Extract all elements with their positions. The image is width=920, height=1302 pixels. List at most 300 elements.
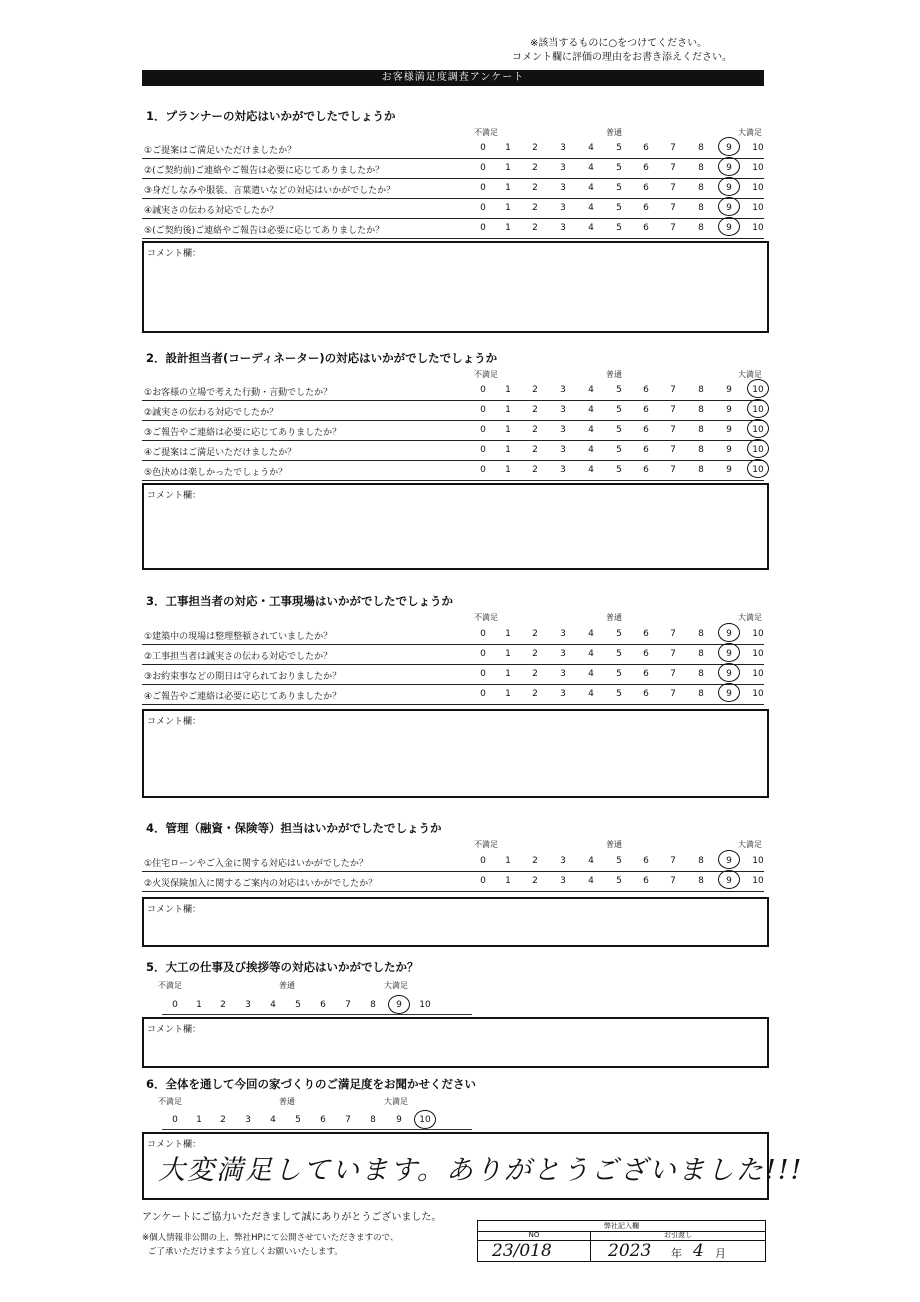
question-text: ①お客様の立場で考えた行動・言動でしたか？	[144, 388, 333, 398]
scale-option-2[interactable]: 2	[532, 876, 538, 886]
scale-option-6[interactable]: 6	[643, 405, 649, 415]
comment-label: コメント欄：	[147, 249, 202, 259]
scale-option-8[interactable]: 8	[698, 143, 704, 153]
scale-option-3[interactable]: 3	[560, 856, 566, 866]
selected-circle	[718, 157, 740, 176]
scale-option-7[interactable]: 7	[670, 385, 676, 395]
section-2-title: 2．設計担当者(コーディネーター)の対応はいかがでしたでしょうか	[146, 351, 498, 365]
comment-label: コメント欄：	[147, 1140, 202, 1150]
handover-label: お引渡し	[591, 1231, 765, 1241]
question-row	[142, 644, 764, 665]
scale-option-7[interactable]: 7	[670, 629, 676, 639]
scale-option-6[interactable]: 6	[643, 856, 649, 866]
scale-option-10[interactable]: 10	[752, 445, 764, 455]
scale-option-7[interactable]: 7	[670, 203, 676, 213]
question-row	[142, 851, 764, 872]
comment-label: コメント欄：	[147, 905, 202, 915]
scale-option-10[interactable]: 10	[752, 385, 764, 395]
question-text: ②工事担当者は誠実さの伝わる対応でしたか？	[144, 652, 333, 662]
section-6-comment-box[interactable]	[142, 1132, 804, 1200]
scale-option-5[interactable]: 5	[616, 445, 622, 455]
scale-option-3[interactable]: 3	[560, 425, 566, 435]
scale-underline	[162, 1129, 472, 1130]
scale-option-4[interactable]: 4	[588, 649, 594, 659]
scale-option-7[interactable]: 7	[670, 405, 676, 415]
scale-option-1[interactable]: 1	[505, 629, 511, 639]
scale-option-10[interactable]: 10	[752, 689, 764, 699]
scale-option-8[interactable]: 8	[370, 1115, 376, 1125]
scale-option-9[interactable]: 9	[726, 143, 732, 153]
scale-option-8[interactable]: 8	[370, 1000, 376, 1010]
office-use-header: 弊社記入欄	[478, 1221, 765, 1232]
scale-option-2[interactable]: 2	[532, 669, 538, 679]
scale-option-10[interactable]: 10	[752, 876, 764, 886]
scale-option-10[interactable]: 10	[752, 425, 764, 435]
scale-option-0[interactable]: 0	[172, 1000, 178, 1010]
scale-option-9[interactable]: 9	[726, 385, 732, 395]
question-row	[142, 664, 764, 685]
scale-option-7[interactable]: 7	[670, 223, 676, 233]
scale-low-label: 不満足	[158, 1097, 182, 1106]
scale-high-label: 大満足	[384, 981, 408, 990]
scale-option-2[interactable]: 2	[532, 445, 538, 455]
scale-option-4[interactable]: 4	[270, 1000, 276, 1010]
scale-high-label: 大満足	[738, 840, 762, 849]
scale-option-8[interactable]: 8	[698, 405, 704, 415]
scale-option-2[interactable]: 2	[532, 425, 538, 435]
scale-option-7[interactable]: 7	[670, 445, 676, 455]
scale-option-3[interactable]: 3	[560, 669, 566, 679]
scale-option-0[interactable]: 0	[480, 183, 486, 193]
scale-high-label: 大満足	[738, 613, 762, 622]
scale-low-label: 不満足	[158, 981, 182, 990]
scale-option-7[interactable]: 7	[670, 669, 676, 679]
scale-option-6[interactable]: 6	[643, 876, 649, 886]
section-5-comment-box[interactable]	[142, 1017, 769, 1068]
scale-option-8[interactable]: 8	[698, 163, 704, 173]
scale-option-0[interactable]: 0	[480, 629, 486, 639]
scale-option-3[interactable]: 3	[560, 385, 566, 395]
scale-option-6[interactable]: 6	[643, 425, 649, 435]
scale-option-4[interactable]: 4	[588, 385, 594, 395]
scale-option-1[interactable]: 1	[505, 856, 511, 866]
scale-option-4[interactable]: 4	[588, 405, 594, 415]
scale-option-6[interactable]: 6	[643, 445, 649, 455]
scale-option-4[interactable]: 4	[588, 445, 594, 455]
scale-mid-label: 普通	[279, 1097, 295, 1106]
scale-option-5[interactable]: 5	[616, 143, 622, 153]
question-text: ②誠実さの伝わる対応でしたか？	[144, 408, 279, 418]
scale-option-0[interactable]: 0	[480, 203, 486, 213]
scale-option-5[interactable]: 5	[616, 405, 622, 415]
scale-option-6[interactable]: 6	[643, 465, 649, 475]
question-text: ①ご提案はご満足いただけましたか？	[144, 146, 297, 156]
scale-mid-label: 普通	[279, 981, 295, 990]
scale-option-9[interactable]: 9	[726, 876, 732, 886]
scale-option-10[interactable]: 10	[752, 183, 764, 193]
scale-option-9[interactable]: 9	[726, 163, 732, 173]
scale-option-4[interactable]: 4	[588, 669, 594, 679]
scale-high-label: 大満足	[384, 1097, 408, 1106]
scale-option-0[interactable]: 0	[480, 876, 486, 886]
scale-option-4[interactable]: 4	[588, 143, 594, 153]
scale-option-6[interactable]: 6	[320, 1000, 326, 1010]
comment-label: コメント欄：	[147, 717, 202, 727]
scale-option-6[interactable]: 6	[643, 203, 649, 213]
scale-option-1[interactable]: 1	[505, 203, 511, 213]
scale-option-5[interactable]: 5	[616, 385, 622, 395]
scale-option-8[interactable]: 8	[698, 876, 704, 886]
instruction-comment: コメント欄に評価の理由をお書き添えください。	[512, 52, 732, 63]
scale-option-2[interactable]: 2	[532, 163, 538, 173]
scale-option-1[interactable]: 1	[196, 1115, 202, 1125]
scale-option-7[interactable]: 7	[670, 856, 676, 866]
scale-option-2[interactable]: 2	[532, 465, 538, 475]
scale-option-0[interactable]: 0	[480, 425, 486, 435]
scale-option-7[interactable]: 7	[670, 876, 676, 886]
comment-label: コメント欄：	[147, 491, 202, 501]
survey-title: お客様満足度調査アンケート	[142, 70, 764, 86]
section-4-comment-box[interactable]	[142, 897, 769, 947]
scale-underline	[162, 1014, 472, 1015]
instruction-circle: ※該当するものに○をつけてください。	[530, 38, 708, 49]
scale-option-5[interactable]: 5	[616, 856, 622, 866]
scale-option-0[interactable]: 0	[480, 465, 486, 475]
scale-option-7[interactable]: 7	[670, 183, 676, 193]
section-6-title: 6．全体を通して今回の家づくりのご満足度をお聞かせください	[146, 1077, 476, 1091]
scale-option-0[interactable]: 0	[480, 223, 486, 233]
scale-option-2[interactable]: 2	[532, 856, 538, 866]
scale-option-3[interactable]: 3	[560, 629, 566, 639]
scale-mid-label: 普通	[606, 128, 622, 137]
selected-circle	[718, 217, 740, 236]
scale-option-2[interactable]: 2	[532, 143, 538, 153]
question-row	[142, 400, 764, 421]
scale-option-3[interactable]: 3	[560, 223, 566, 233]
scale-option-10[interactable]: 10	[752, 649, 764, 659]
question-text: ③お約束事などの期日は守られておりましたか？	[144, 672, 342, 682]
scale-option-2[interactable]: 2	[532, 405, 538, 415]
scale-option-4[interactable]: 4	[588, 425, 594, 435]
scale-option-6[interactable]: 6	[643, 223, 649, 233]
question-text: ①建築中の現場は整理整頓されていましたか？	[144, 632, 333, 642]
scale-mid-label: 普通	[606, 613, 622, 622]
scale-option-5[interactable]: 5	[616, 203, 622, 213]
scale-high-label: 大満足	[738, 128, 762, 137]
scale-option-2[interactable]: 2	[220, 1000, 226, 1010]
scale-option-5[interactable]: 5	[616, 223, 622, 233]
selected-circle	[718, 850, 740, 869]
selected-circle	[718, 623, 740, 642]
question-text: ④誠実さの伝わる対応でしたか？	[144, 206, 279, 216]
scale-option-8[interactable]: 8	[698, 689, 704, 699]
scale-option-8[interactable]: 8	[698, 385, 704, 395]
scale-mid-label: 普通	[606, 840, 622, 849]
scale-option-0[interactable]: 0	[480, 143, 486, 153]
question-row	[142, 440, 764, 461]
question-row	[142, 158, 764, 179]
question-row	[142, 460, 764, 481]
scale-option-5[interactable]: 5	[616, 649, 622, 659]
scale-option-4[interactable]: 4	[588, 689, 594, 699]
scale-option-8[interactable]: 8	[698, 183, 704, 193]
scale-option-0[interactable]: 0	[480, 856, 486, 866]
selected-circle	[718, 137, 740, 156]
scale-option-4[interactable]: 4	[588, 203, 594, 213]
question-text: ④ご報告やご連絡は必要に応じてありましたか？	[144, 692, 342, 702]
scale-option-8[interactable]: 8	[698, 465, 704, 475]
section-1-title: 1．プランナーの対応はいかがでしたでしょうか	[146, 109, 396, 123]
question-row	[142, 178, 764, 199]
scale-option-5[interactable]: 5	[616, 183, 622, 193]
scale-low-label: 不満足	[474, 613, 498, 622]
scale-option-6[interactable]: 6	[643, 629, 649, 639]
question-text: ①住宅ローンやご入金に関する対応はいかがでしたか？	[144, 859, 368, 869]
scale-option-1[interactable]: 1	[505, 405, 511, 415]
scale-option-4[interactable]: 4	[588, 876, 594, 886]
question-row	[142, 380, 764, 401]
scale-option-2[interactable]: 2	[532, 689, 538, 699]
scale-option-8[interactable]: 8	[698, 629, 704, 639]
section-5-title: 5．大工の仕事及び挨拶等の対応はいかがでしたか？	[146, 960, 419, 974]
scale-option-7[interactable]: 7	[345, 1000, 351, 1010]
scale-low-label: 不満足	[474, 840, 498, 849]
scale-option-8[interactable]: 8	[698, 669, 704, 679]
scale-option-7[interactable]: 7	[345, 1115, 351, 1125]
section-2-comment-box[interactable]	[142, 483, 769, 570]
scale-option-0[interactable]: 0	[480, 669, 486, 679]
scale-option-2[interactable]: 2	[532, 183, 538, 193]
scale-option-6[interactable]: 6	[643, 143, 649, 153]
scale-option-10[interactable]: 10	[752, 163, 764, 173]
scale-option-1[interactable]: 1	[505, 223, 511, 233]
scale-option-10[interactable]: 10	[419, 1115, 431, 1125]
scale-high-label: 大満足	[738, 370, 762, 379]
scale-option-10[interactable]: 10	[752, 405, 764, 415]
rating-scale	[0, 998, 920, 1018]
scale-option-3[interactable]: 3	[560, 649, 566, 659]
scale-option-1[interactable]: 1	[505, 385, 511, 395]
scale-option-8[interactable]: 8	[698, 445, 704, 455]
scale-option-9[interactable]: 9	[726, 405, 732, 415]
scale-option-3[interactable]: 3	[245, 1000, 251, 1010]
scale-option-4[interactable]: 4	[588, 163, 594, 173]
scale-low-label: 不満足	[474, 370, 498, 379]
selected-circle	[718, 643, 740, 662]
scale-option-8[interactable]: 8	[698, 203, 704, 213]
scale-option-3[interactable]: 3	[560, 143, 566, 153]
question-row	[142, 198, 764, 219]
scale-option-5[interactable]: 5	[616, 629, 622, 639]
scale-option-10[interactable]: 10	[752, 856, 764, 866]
scale-option-3[interactable]: 3	[560, 163, 566, 173]
scale-option-6[interactable]: 6	[643, 689, 649, 699]
scale-option-3[interactable]: 3	[560, 183, 566, 193]
scale-option-0[interactable]: 0	[480, 405, 486, 415]
scale-option-5[interactable]: 5	[295, 1115, 301, 1125]
scale-option-1[interactable]: 1	[505, 143, 511, 153]
scale-option-5[interactable]: 5	[616, 669, 622, 679]
scale-option-9[interactable]: 9	[726, 669, 732, 679]
scale-option-10[interactable]: 10	[752, 465, 764, 475]
scale-option-10[interactable]: 10	[419, 1000, 431, 1010]
scale-option-0[interactable]: 0	[480, 689, 486, 699]
scale-option-5[interactable]: 5	[616, 465, 622, 475]
year-unit: 年	[671, 1247, 682, 1260]
scale-option-9[interactable]: 9	[726, 649, 732, 659]
scale-option-1[interactable]: 1	[196, 1000, 202, 1010]
question-text: ⑤(ご契約後)ご連絡やご報告は必要に応じてありましたか？	[144, 226, 385, 236]
selected-circle	[718, 683, 740, 702]
scale-option-0[interactable]: 0	[480, 163, 486, 173]
scale-option-3[interactable]: 3	[560, 445, 566, 455]
survey-number: 23/018	[492, 1241, 552, 1261]
scale-option-1[interactable]: 1	[505, 425, 511, 435]
scale-option-1[interactable]: 1	[505, 649, 511, 659]
scale-option-7[interactable]: 7	[670, 649, 676, 659]
scale-low-label: 不満足	[474, 128, 498, 137]
scale-option-2[interactable]: 2	[532, 629, 538, 639]
scale-option-1[interactable]: 1	[505, 689, 511, 699]
scale-option-3[interactable]: 3	[560, 203, 566, 213]
scale-option-1[interactable]: 1	[505, 669, 511, 679]
scale-option-6[interactable]: 6	[320, 1115, 326, 1125]
handover-month: 4	[693, 1241, 704, 1261]
scale-option-10[interactable]: 10	[752, 223, 764, 233]
scale-option-9[interactable]: 9	[396, 1000, 402, 1010]
scale-option-7[interactable]: 7	[670, 163, 676, 173]
scale-option-4[interactable]: 4	[588, 183, 594, 193]
month-unit: 月	[715, 1247, 726, 1260]
section-3-comment-box[interactable]	[142, 709, 769, 798]
scale-option-10[interactable]: 10	[752, 143, 764, 153]
scale-option-4[interactable]: 4	[588, 465, 594, 475]
scale-option-3[interactable]: 3	[560, 465, 566, 475]
scale-option-4[interactable]: 4	[270, 1115, 276, 1125]
scale-mid-label: 普通	[606, 370, 622, 379]
scale-option-5[interactable]: 5	[616, 163, 622, 173]
scale-option-4[interactable]: 4	[588, 223, 594, 233]
scale-option-7[interactable]: 7	[670, 689, 676, 699]
selected-circle	[747, 419, 769, 438]
scale-option-0[interactable]: 0	[480, 445, 486, 455]
selected-circle	[747, 439, 769, 458]
scale-option-7[interactable]: 7	[670, 143, 676, 153]
scale-option-4[interactable]: 4	[588, 629, 594, 639]
handwritten-comment: 大変満足しています。ありがとうございました!!!	[158, 1155, 804, 1186]
scale-option-0[interactable]: 0	[172, 1115, 178, 1125]
scale-option-9[interactable]: 9	[726, 183, 732, 193]
office-use-table	[477, 1220, 766, 1262]
scale-option-9[interactable]: 9	[726, 203, 732, 213]
scale-option-7[interactable]: 7	[670, 425, 676, 435]
scale-option-6[interactable]: 6	[643, 649, 649, 659]
scale-option-2[interactable]: 2	[220, 1115, 226, 1125]
question-text: ⑤色決めは楽しかったでしょうか？	[144, 468, 288, 478]
scale-option-4[interactable]: 4	[588, 856, 594, 866]
footer-privacy-note: ※個人情報非公開の上、弊社HPにて公開させていただきますので、	[142, 1233, 399, 1243]
scale-option-2[interactable]: 2	[532, 649, 538, 659]
scale-option-3[interactable]: 3	[560, 689, 566, 699]
scale-option-1[interactable]: 1	[505, 876, 511, 886]
scale-option-9[interactable]: 9	[726, 465, 732, 475]
question-row	[142, 684, 764, 705]
scale-option-9[interactable]: 9	[396, 1115, 402, 1125]
scale-option-9[interactable]: 9	[726, 856, 732, 866]
scale-option-10[interactable]: 10	[752, 669, 764, 679]
scale-option-9[interactable]: 9	[726, 425, 732, 435]
scale-option-1[interactable]: 1	[505, 163, 511, 173]
section-1-comment-box[interactable]	[142, 241, 769, 333]
scale-option-2[interactable]: 2	[532, 223, 538, 233]
question-row	[142, 420, 764, 441]
scale-option-8[interactable]: 8	[698, 649, 704, 659]
selected-circle	[718, 177, 740, 196]
scale-option-8[interactable]: 8	[698, 223, 704, 233]
scale-option-5[interactable]: 5	[616, 425, 622, 435]
scale-option-7[interactable]: 7	[670, 465, 676, 475]
scale-option-0[interactable]: 0	[480, 385, 486, 395]
section-4-title: 4．管理（融資・保険等）担当はいかがでしたでしょうか	[146, 821, 442, 835]
scale-option-3[interactable]: 3	[245, 1115, 251, 1125]
scale-option-10[interactable]: 10	[752, 203, 764, 213]
selected-circle	[747, 379, 769, 398]
scale-option-9[interactable]: 9	[726, 629, 732, 639]
section-3-title: 3．工事担当者の対応・工事現場はいかがでしたでしょうか	[146, 594, 453, 608]
scale-option-0[interactable]: 0	[480, 649, 486, 659]
scale-option-6[interactable]: 6	[643, 385, 649, 395]
selected-circle	[718, 663, 740, 682]
scale-option-6[interactable]: 6	[643, 183, 649, 193]
scale-option-5[interactable]: 5	[616, 876, 622, 886]
comment-label: コメント欄：	[147, 1025, 202, 1035]
footer-thanks: アンケートにご協力いただきまして誠にありがとうございました。	[142, 1212, 442, 1223]
question-text: ④ご提案はご満足いただけましたか？	[144, 448, 297, 458]
scale-option-2[interactable]: 2	[532, 385, 538, 395]
scale-option-1[interactable]: 1	[505, 465, 511, 475]
scale-option-5[interactable]: 5	[616, 689, 622, 699]
scale-option-3[interactable]: 3	[560, 876, 566, 886]
scale-option-1[interactable]: 1	[505, 183, 511, 193]
scale-option-9[interactable]: 9	[726, 223, 732, 233]
scale-option-9[interactable]: 9	[726, 445, 732, 455]
question-row	[142, 871, 764, 892]
selected-circle	[718, 870, 740, 889]
scale-option-5[interactable]: 5	[295, 1000, 301, 1010]
question-text: ③ご報告やご連絡は必要に応じてありましたか？	[144, 428, 342, 438]
scale-option-6[interactable]: 6	[643, 163, 649, 173]
question-text: ②火災保険加入に関するご案内の対応はいかがでしたか？	[144, 879, 378, 889]
question-text: ②(ご契約前)ご連絡やご報告は必要に応じてありましたか？	[144, 166, 385, 176]
table-divider	[590, 1231, 591, 1261]
scale-option-1[interactable]: 1	[505, 445, 511, 455]
scale-option-10[interactable]: 10	[752, 629, 764, 639]
scale-option-2[interactable]: 2	[532, 203, 538, 213]
selected-circle	[747, 459, 769, 478]
handover-year: 2023	[608, 1241, 652, 1261]
scale-option-6[interactable]: 6	[643, 669, 649, 679]
scale-option-8[interactable]: 8	[698, 856, 704, 866]
scale-option-8[interactable]: 8	[698, 425, 704, 435]
selected-circle	[747, 399, 769, 418]
scale-option-9[interactable]: 9	[726, 689, 732, 699]
scale-option-3[interactable]: 3	[560, 405, 566, 415]
question-row	[142, 218, 764, 239]
selected-circle	[414, 1110, 436, 1129]
selected-circle	[718, 197, 740, 216]
selected-circle	[388, 995, 410, 1014]
question-row	[142, 138, 764, 159]
